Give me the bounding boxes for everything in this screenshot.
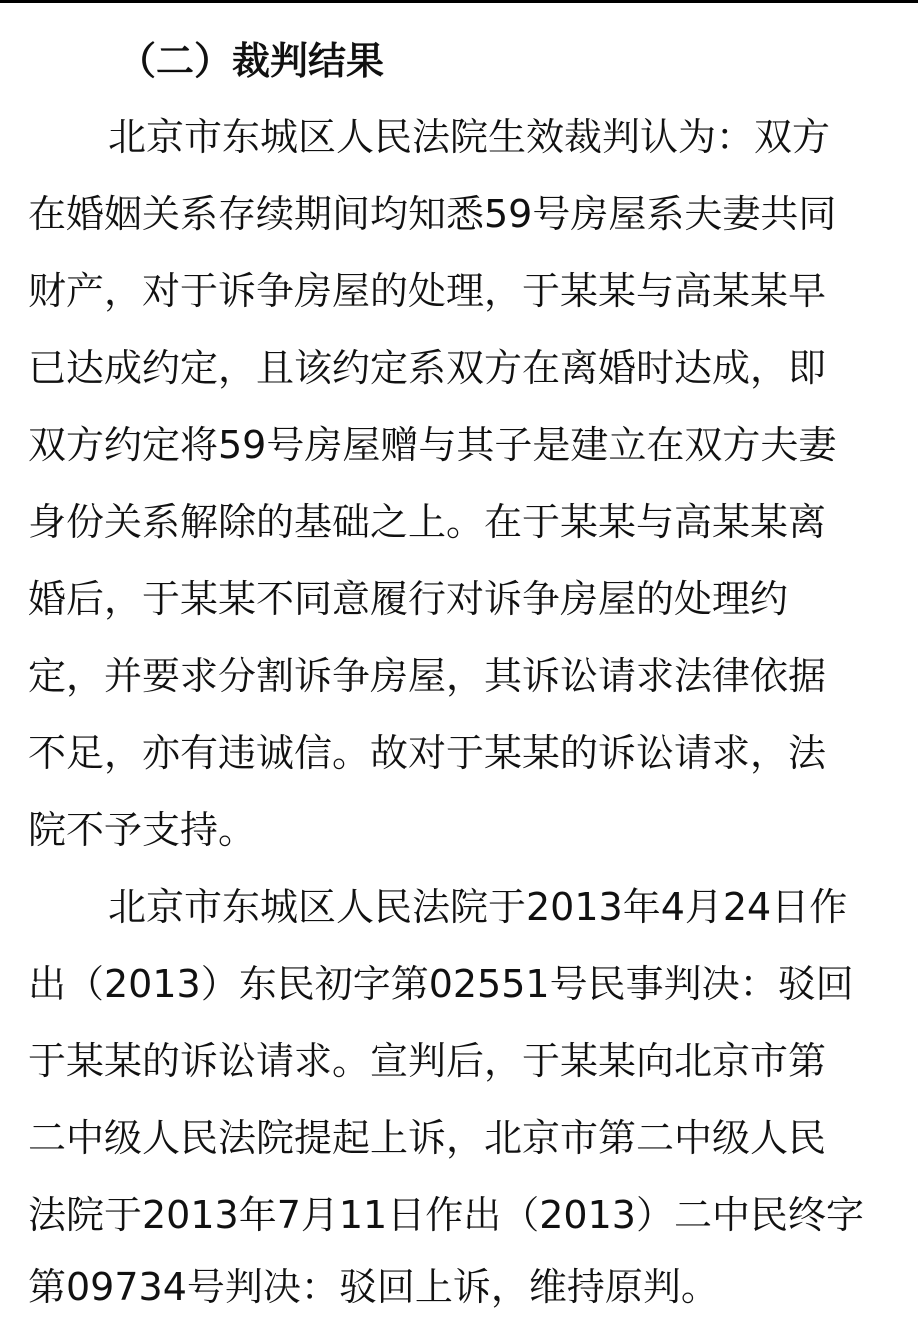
paragraph-1-line-4: 已达成约定，且该约定系双方在离婚时达成，即 [28,346,827,390]
paragraph-1-line-6: 身份关系解除的基础之上。在于某某与高某某离 [28,500,827,544]
paragraph-2-line-4: 二中级人民法院提起上诉，北京市第二中级人民 [28,1116,827,1160]
paragraph-1-line-10: 院不予支持。 [28,808,257,852]
paragraph-1-line-2: 在婚姻关系存续期间均知悉59号房屋系夫妻共同 [28,192,837,236]
paragraph-2-line-5: 法院于2013年7月11日作出（2013）二中民终字 [28,1193,864,1237]
paragraph-1-line-9: 不足，亦有违诚信。故对于某某的诉讼请求，法 [28,731,827,775]
paragraph-2-line-2: 出（2013）东民初字第02551号民事判决：驳回 [28,962,854,1006]
paragraph-1-line-7: 婚后，于某某不同意履行对诉争房屋的处理约 [28,577,789,621]
paragraph-1-line-3: 财产，对于诉争房屋的处理，于某某与高某某早 [28,269,827,313]
paragraph-1-line-1: 北京市东城区人民法院生效裁判认为：双方 [108,115,831,159]
top-border [0,0,918,3]
paragraph-1-line-5: 双方约定将59号房屋赠与其子是建立在双方夫妻 [28,423,837,467]
paragraph-2-line-6: 第09734号判决：驳回上诉，维持原判。 [28,1265,719,1309]
section-heading: （二）裁判结果 [118,39,385,83]
paragraph-1-line-8: 定，并要求分割诉争房屋，其诉讼请求法律依据 [28,654,827,698]
paragraph-2-line-3: 于某某的诉讼请求。宣判后，于某某向北京市第 [28,1039,827,1083]
paragraph-2-line-1: 北京市东城区人民法院于2013年4月24日作 [108,885,848,929]
